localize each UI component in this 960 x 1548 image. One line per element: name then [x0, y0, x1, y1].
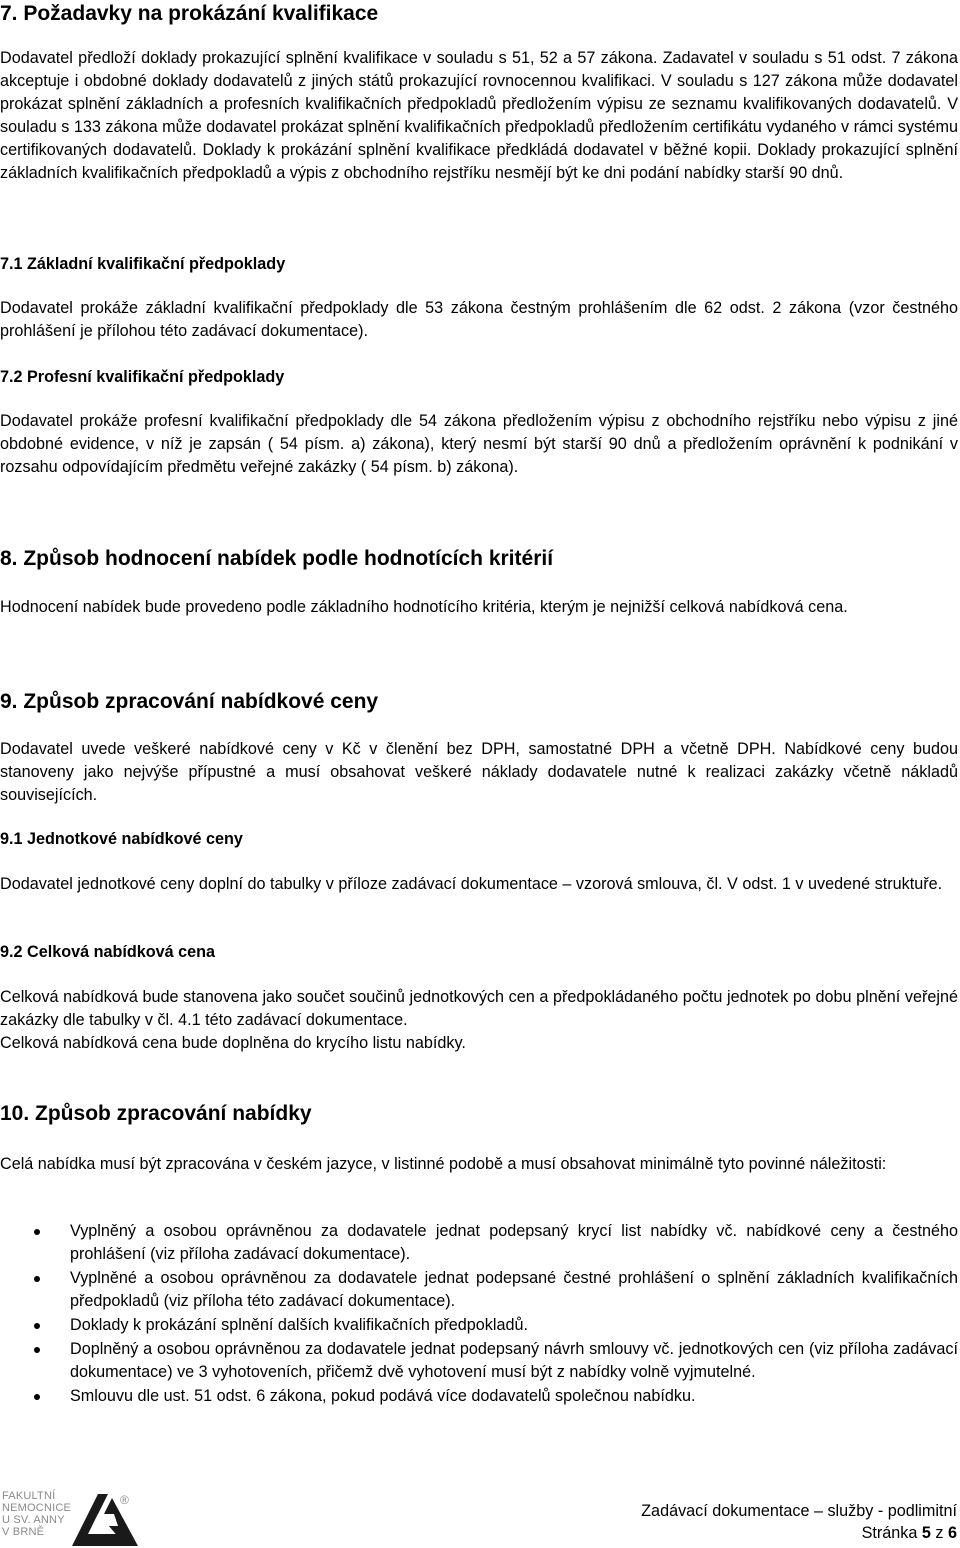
footer-page-number: [641, 1522, 957, 1544]
logo-line: V BRNĚ: [2, 1526, 45, 1538]
list-item-text: Smlouvu dle ust. 51 odst. 6 zákona, pokud podává více dodavatelů společnou nabídku.: [70, 1387, 696, 1405]
fnusa-logo-icon: [68, 1490, 140, 1546]
section-7-2-heading: 7.2 Profesní kvalifikační předpoklady: [0, 368, 285, 386]
section-7-2-paragraph: Dodavatel prokáže profesní kvalifikační předpoklady dle 54 zákona předložením výpisu z obchodního rejstříku nebo výpisu z jiné obdobné evidence, v níž je zapsán ( 54 písm. a) zákona), který nesmí být starší 90 dnů a předložením oprávnění k podnikání v rozsahu odpovídajícím předmětu veřejné zakázky ( 54 písm. b) zákona).: [0, 412, 958, 476]
list-item-text: Vyplněný a osobou oprávněnou za dodavatele jednat podepsaný krycí list nabídky vč. nabídkové ceny a čestného prohlášení (viz příloha zadávací dokumentace).: [70, 1222, 958, 1263]
section-9-heading: 9. Způsob zpracování nabídkové ceny: [0, 690, 379, 713]
section-10-paragraph: Celá nabídka musí být zpracována v českém jazyce, v listinné podobě a musí obsahovat minimálně tyto povinné náležitosti:: [0, 1155, 887, 1173]
logo-line: U SV. ANNY: [2, 1514, 65, 1526]
section-9-2-paragraph-2: Celková nabídková cena bude doplněna do krycího listu nabídky.: [0, 1034, 466, 1052]
bullet-icon: [34, 1229, 40, 1235]
list-item: [0, 1385, 958, 1408]
requirements-list: [0, 1220, 958, 1409]
section-7-1-heading: 7.1 Základní kvalifikační předpoklady: [0, 255, 286, 273]
bullet-icon: [34, 1394, 40, 1400]
section-9-1-heading: 9.1 Jednotkové nabídkové ceny: [0, 830, 243, 848]
logo-text: [2, 1490, 71, 1538]
list-item-text: Doplněný a osobou oprávněnou za dodavatele jednat podepsaný návrh smlouvy vč. jednotkových cen (viz příloha zadávací dokumentace) ve 3 vyhotoveních, přičemž dvě vyhotovení musí být z nabídky volně vyjmutelné.: [70, 1340, 958, 1381]
registered-mark: ®: [120, 1493, 129, 1507]
list-item: [0, 1267, 958, 1313]
footer-doc-title: Zadávací dokumentace – služby - podlimitní: [641, 1502, 957, 1520]
section-8-heading: 8. Způsob hodnocení nabídek podle hodnotících kritérií: [0, 547, 554, 570]
section-9-paragraph: Dodavatel uvede veškeré nabídkové ceny v Kč v členění bez DPH, samostatné DPH a včetně DPH. Nabídkové ceny budou stanoveny jako nejvýše přípustné a musí obsahovat veškeré náklady dodavatele nutné k realizaci zakázky včetně nákladů souvisejících.: [0, 740, 958, 804]
page-total: 6: [947, 1524, 957, 1542]
section-7-1-paragraph: Dodavatel prokáže základní kvalifikační předpoklady dle 53 zákona čestným prohlášením dle 62 odst. 2 zákona (vzor čestného prohlášení je přílohou této zadávací dokumentace).: [0, 299, 958, 340]
page-separator: z: [935, 1524, 944, 1542]
section-9-2-paragraph: Celková nabídková bude stanovena jako součet součinů jednotkových cen a předpokládaného počtu jednotek po dobu plnění veřejné zakázky dle tabulky v čl. 4.1 této zadávací dokumentace.: [0, 988, 958, 1029]
section-9-1-paragraph: Dodavatel jednotkové ceny doplní do tabulky v příloze zadávací dokumentace – vzorová smlouva, čl. V odst. 1 v uvedené struktuře.: [0, 875, 943, 893]
list-item: [0, 1314, 958, 1337]
section-9-2-heading: 9.2 Celková nabídková cena: [0, 943, 216, 961]
list-item: [0, 1220, 958, 1266]
section-10-heading: 10. Způsob zpracování nabídky: [0, 1102, 312, 1125]
section-7-paragraph: Dodavatel předloží doklady prokazující splnění kvalifikace v souladu s 51, 52 a 57 zákona. Zadavatel v souladu s 51 odst. 7 zákona akceptuje i obdobné doklady dodavatelů z jiných států prokazující rovnocennou kvalifikaci. V souladu s 127 zákona může dodavatel prokázat splnění základních a profesních kvalifikačních předpokladů předložením výpisu ze seznamu kvalifikovaných dodavatelů. V souladu s 133 zákona může dodavatel prokázat splnění kvalifikačních předpokladů předložením certifikátu vydaného v rámci systému certifikovaných dodavatelů. Doklady k prokázání splnění kvalifikace předkládá dodavatel v běžné kopii. Doklady prokazující splnění základních kvalifikačních předpokladů a výpis z obchodního rejstříku nesmějí být ke dni podání nabídky starší 90 dnů.: [0, 49, 958, 182]
list-item-text: Doklady k prokázání splnění dalších kvalifikačních předpokladů.: [70, 1316, 529, 1334]
list-item: [0, 1338, 958, 1384]
section-8-paragraph: Hodnocení nabídek bude provedeno podle základního hodnotícího kritéria, kterým je nejnižší celková nabídková cena.: [0, 598, 848, 616]
logo-line: FAKULTNÍ: [2, 1490, 56, 1502]
section-7-heading: 7. Požadavky na prokázání kvalifikace: [0, 2, 379, 25]
bullet-icon: [34, 1276, 40, 1282]
page-current: 5: [921, 1524, 931, 1542]
bullet-icon: [34, 1323, 40, 1329]
list-item-text: Vyplněné a osobou oprávněnou za dodavatele jednat podepsané čestné prohlášení o splnění základních kvalifikačních předpokladů (viz příloha této zadávací dokumentace).: [70, 1269, 958, 1310]
hospital-logo: [2, 1490, 142, 1548]
bullet-icon: [34, 1347, 40, 1353]
page-label: Stránka: [861, 1524, 918, 1542]
logo-line: NEMOCNICE: [2, 1502, 72, 1514]
page-footer: [641, 1500, 957, 1544]
